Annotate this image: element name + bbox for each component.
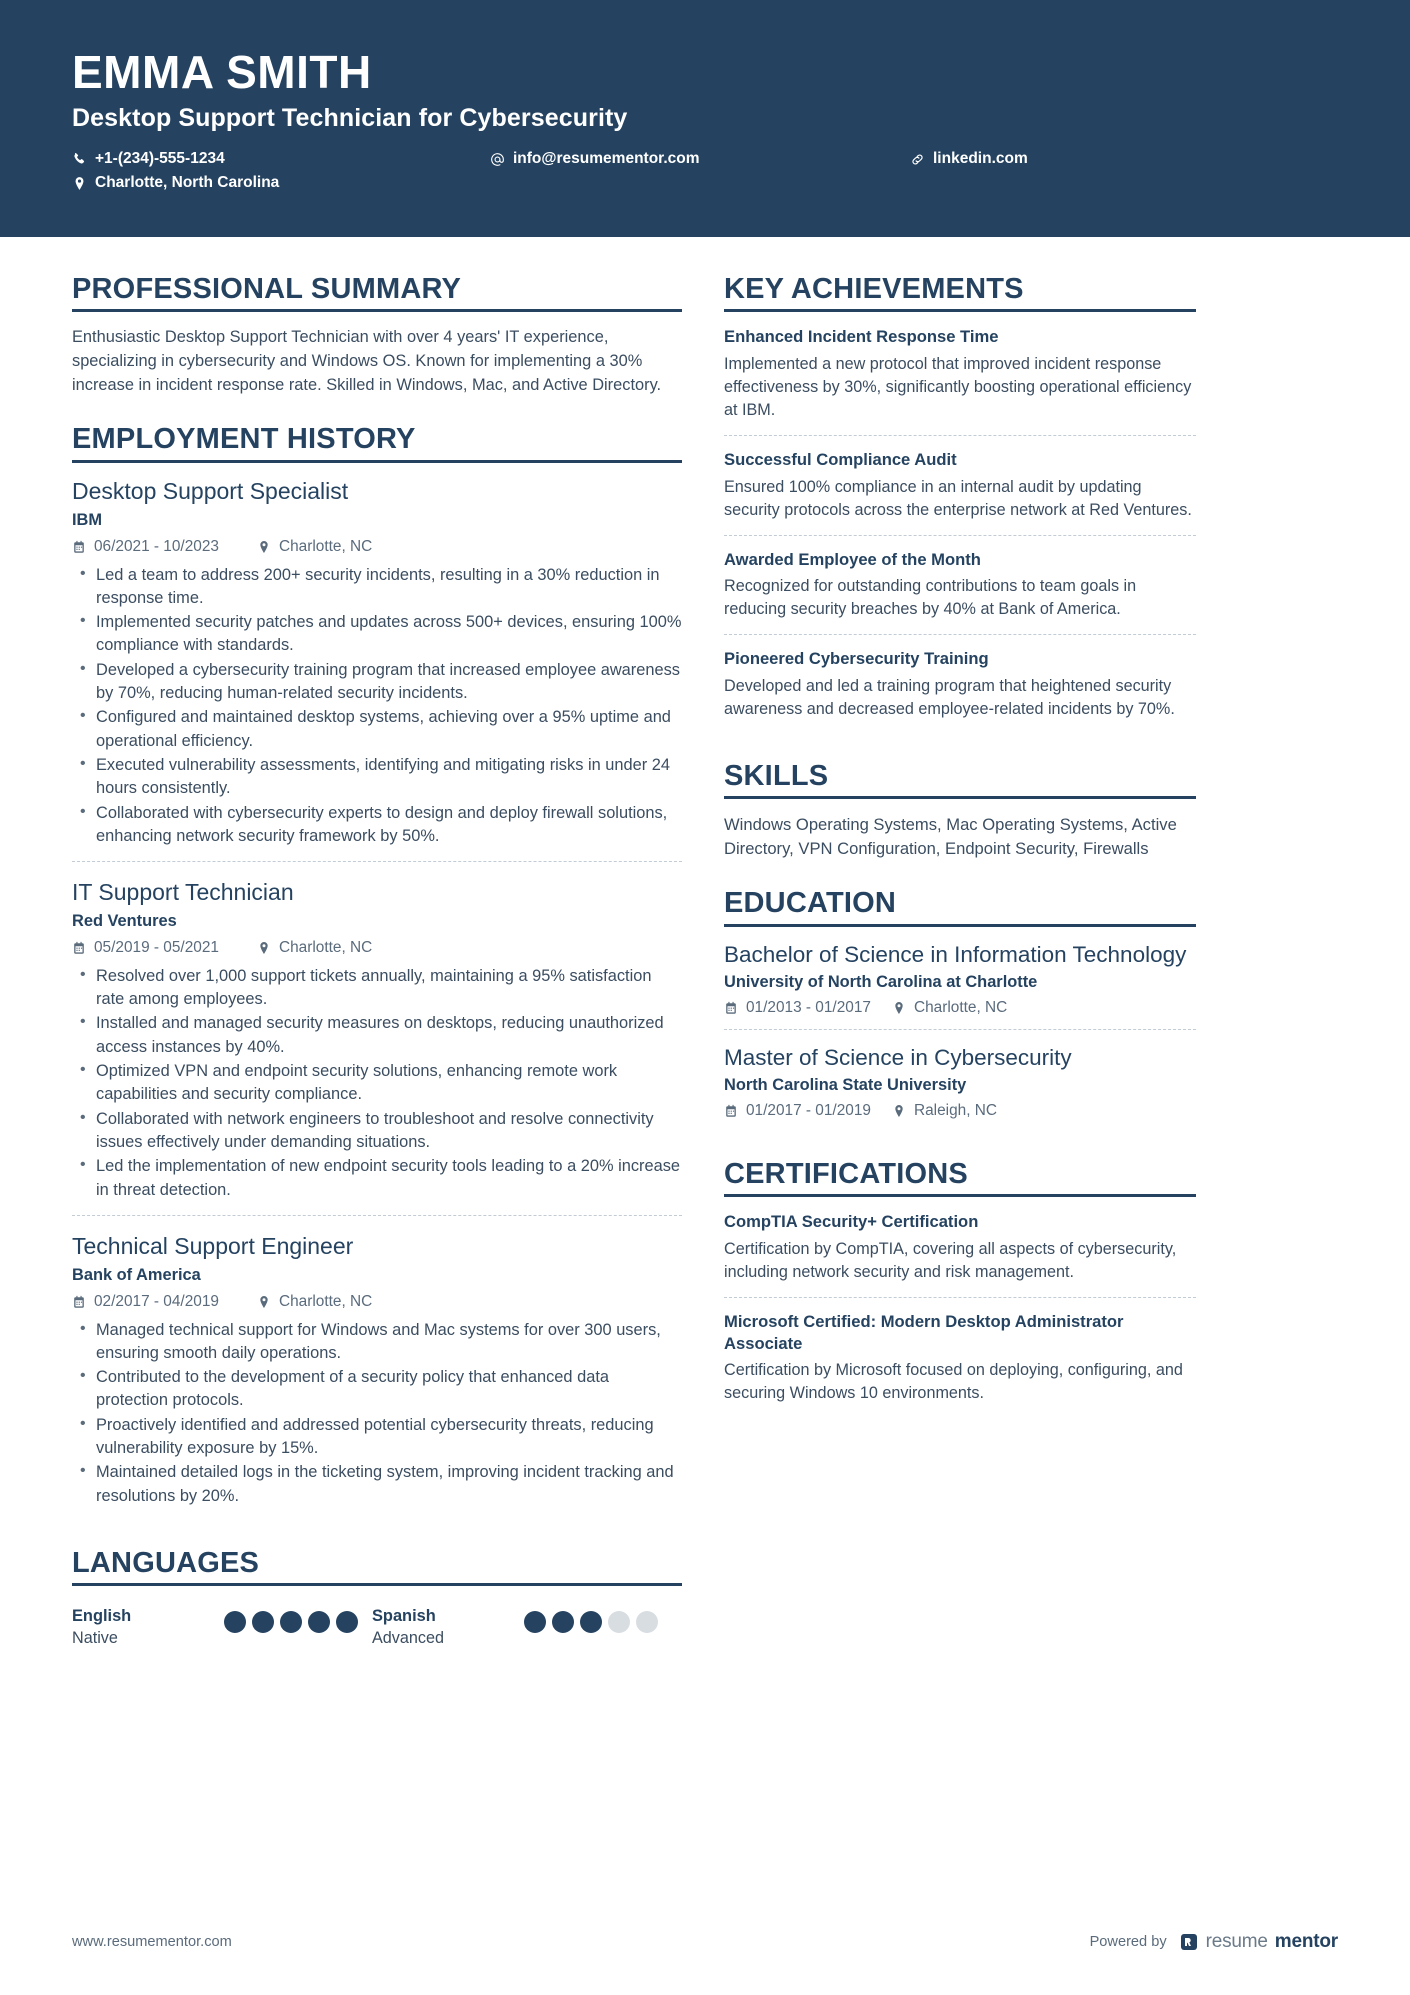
language-level-dot [552, 1611, 574, 1633]
resume-header [0, 0, 1410, 237]
achievements-list [724, 326, 1196, 733]
calendar-icon [72, 941, 86, 955]
employment-bullet: • Executed vulnerability assessments, identifying and mitigating risks in under 24 hours consistently. [72, 754, 682, 801]
section-divider [72, 309, 682, 312]
employment-bullet: • Collaborated with cybersecurity experts to design and deploy firewall solutions, enhancing network security framework by 50%. [72, 802, 682, 849]
footer-url[interactable]: www.resumementor.com [72, 1934, 232, 1950]
phone-icon [72, 152, 87, 167]
employment-bullets [72, 564, 682, 849]
education-meta [724, 999, 1196, 1017]
language-level-dot [580, 1611, 602, 1633]
section-divider [724, 924, 1196, 927]
language-level-dot [608, 1611, 630, 1633]
language-level-dot [252, 1611, 274, 1633]
contact-row-primary [72, 147, 1338, 171]
achievement-entry-title: Awarded Employee of the Month [724, 549, 981, 569]
employment-bullet: • Implemented security patches and updates across 500+ devices, ensuring 100% compliance with standards. [72, 611, 682, 658]
language-name: Spanish [372, 1607, 436, 1626]
achievement-entry [724, 535, 1196, 635]
resumementor-logo [1179, 1931, 1338, 1953]
education-list [724, 941, 1196, 1132]
section-certifications [724, 1158, 1196, 1418]
employment-dates: 05/2019 - 05/2021 [72, 939, 257, 957]
footer-branding [1090, 1931, 1338, 1953]
employment-bullet: • Resolved over 1,000 support tickets annually, maintaining a 95% satisfaction rate among employees. [72, 965, 682, 1012]
employment-location: Charlotte, NC [257, 1293, 372, 1311]
certification-entry-description: Certification by CompTIA, covering all aspects of cybersecurity, including network security and risk management. [724, 1240, 1177, 1282]
achievement-entry-description: Developed and led a training program that heightened security awareness and decreased employee-related incidents by 70%. [724, 676, 1175, 718]
language-rating [224, 1606, 358, 1633]
employment-location: Charlotte, NC [257, 939, 372, 957]
employment-bullet: • Optimized VPN and endpoint security solutions, enhancing remote work capabilities and security compliance. [72, 1060, 682, 1107]
education-dates: 01/2017 - 01/2019 [724, 1102, 892, 1120]
language-item [372, 1606, 672, 1648]
certification-entry [724, 1211, 1196, 1297]
section-divider [72, 1583, 682, 1586]
employment-bullets [72, 965, 682, 1202]
calendar-icon [724, 1001, 738, 1015]
section-languages [72, 1547, 682, 1649]
language-level: Advanced [372, 1628, 444, 1647]
language-rating [524, 1606, 658, 1633]
certification-entry [724, 1297, 1196, 1418]
employment-company: Bank of America [72, 1265, 201, 1284]
education-school: University of North Carolina at Charlotte [724, 972, 1038, 991]
achievement-entry-title: Successful Compliance Audit [724, 450, 957, 470]
language-level-dot [636, 1611, 658, 1633]
skills-text: Windows Operating Systems, Mac Operating Systems, Active Directory, VPN Configuration, Endpoint Security, Firewalls [724, 815, 1177, 859]
right-column [724, 237, 1196, 1675]
contact-linkedin[interactable] [910, 147, 1028, 171]
language-level-dot [280, 1611, 302, 1633]
employment-bullet: • Contributed to the development of a security policy that enhanced data protection protocols. [72, 1366, 682, 1413]
employment-dates: 02/2017 - 04/2019 [72, 1293, 257, 1311]
employment-meta [72, 1293, 682, 1311]
section-title-languages: LANGUAGES [72, 1546, 260, 1579]
contact-location [72, 171, 490, 195]
education-location: Raleigh, NC [892, 1102, 997, 1120]
candidate-job-title: Desktop Support Technician for Cybersecurity [72, 104, 628, 133]
language-level-dot [308, 1611, 330, 1633]
language-level-dot [336, 1611, 358, 1633]
education-degree: Master of Science in Cybersecurity [724, 1044, 1072, 1070]
achievement-entry-description: Ensured 100% compliance in an internal audit by updating security protocols across the enterprise network at Red Ventures. [724, 477, 1192, 519]
section-divider [724, 1194, 1196, 1197]
calendar-icon [72, 1295, 86, 1309]
powered-by-label: Powered by [1089, 1934, 1167, 1950]
employment-role: Desktop Support Specialist [72, 477, 349, 504]
section-professional-summary [72, 273, 682, 397]
resume-body [0, 237, 1410, 1675]
achievement-entry [724, 435, 1196, 535]
section-skills [724, 760, 1196, 862]
employment-list [72, 477, 682, 1521]
map-pin-icon [892, 1104, 906, 1118]
employment-bullet: • Installed and managed security measures on desktops, reducing unauthorized access instances by 40%. [72, 1012, 682, 1059]
section-employment-history [72, 423, 682, 1521]
employment-company: Red Ventures [72, 911, 177, 930]
section-title-employment: EMPLOYMENT HISTORY [72, 423, 416, 456]
employment-location: Charlotte, NC [257, 538, 372, 556]
certification-entry-title: Microsoft Certified: Modern Desktop Administrator Associate [724, 1312, 1124, 1353]
section-key-achievements [724, 273, 1196, 734]
employment-bullet: • Proactively identified and addressed potential cybersecurity threats, reducing vulnerability exposure by 15%. [72, 1414, 682, 1461]
contact-phone-text: +1-(234)-555-1234 [95, 150, 225, 168]
certifications-list [724, 1211, 1196, 1418]
map-pin-icon [892, 1001, 906, 1015]
brand-name-second: mentor [1274, 1931, 1338, 1952]
education-entry [724, 941, 1196, 1029]
education-location: Charlotte, NC [892, 999, 1007, 1017]
map-pin-icon [72, 176, 87, 191]
employment-meta [72, 538, 682, 556]
education-entry [724, 1029, 1196, 1132]
education-meta [724, 1102, 1196, 1120]
language-level-dot [524, 1611, 546, 1633]
employment-entry [72, 861, 682, 1215]
language-level: Native [72, 1628, 118, 1647]
section-title-skills: SKILLS [724, 759, 829, 792]
contact-email[interactable] [490, 147, 910, 171]
calendar-icon [72, 540, 86, 554]
employment-bullet: • Led the implementation of new endpoint security tools leading to a 20% increase in threat detection. [72, 1155, 682, 1202]
certification-entry-title: CompTIA Security+ Certification [724, 1212, 979, 1232]
section-divider [72, 460, 682, 463]
employment-bullet: • Maintained detailed logs in the ticketing system, improving incident tracking and resolutions by 20%. [72, 1461, 682, 1508]
section-divider [724, 796, 1196, 799]
contact-location-text: Charlotte, North Carolina [95, 174, 280, 192]
achievement-entry-description: Recognized for outstanding contributions to team goals in reducing security breaches by 40% at Bank of America. [724, 577, 1137, 619]
languages-list [72, 1600, 682, 1648]
employment-bullets [72, 1319, 682, 1508]
employment-bullet: • Managed technical support for Windows and Mac systems for over 300 users, ensuring smooth daily operations. [72, 1319, 682, 1366]
at-sign-icon [490, 152, 505, 167]
employment-bullet: • Configured and maintained desktop systems, achieving over a 95% uptime and operational efficiency. [72, 706, 682, 753]
employment-entry [72, 1215, 682, 1521]
map-pin-icon [257, 941, 271, 955]
calendar-icon [724, 1104, 738, 1118]
summary-text: Enthusiastic Desktop Support Technician with over 4 years' IT experience, specializing in cybersecurity and Windows OS. Known for implementing a 30% increase in incident response rate. Skilled in Windows, Mac, and Active Directory. [72, 328, 662, 394]
employment-role: Technical Support Engineer [72, 1232, 354, 1259]
section-title-achievements: KEY ACHIEVEMENTS [724, 273, 1024, 305]
language-item [72, 1606, 372, 1648]
candidate-name: EMMA SMITH [72, 46, 372, 98]
certification-entry-description: Certification by Microsoft focused on deploying, configuring, and securing Windows 10 environments. [724, 1361, 1183, 1403]
employment-entry [72, 477, 682, 861]
education-school: North Carolina State University [724, 1076, 967, 1094]
contact-email-text: info@resumementor.com [513, 150, 700, 168]
resumementor-mark-icon [1179, 1932, 1199, 1952]
achievement-entry-title: Enhanced Incident Response Time [724, 327, 999, 347]
employment-meta [72, 939, 682, 957]
achievement-entry-title: Pioneered Cybersecurity Training [724, 649, 989, 669]
employment-bullet: • Developed a cybersecurity training program that increased employee awareness by 70%, reducing human-related security incidents. [72, 659, 682, 706]
employment-dates: 06/2021 - 10/2023 [72, 538, 257, 556]
achievement-entry [724, 326, 1196, 435]
link-icon [910, 152, 925, 167]
language-labels [72, 1606, 224, 1648]
map-pin-icon [257, 1295, 271, 1309]
employment-role: IT Support Technician [72, 879, 294, 906]
employment-bullet: • Collaborated with network engineers to troubleshoot and resolve connectivity issues effectively under demanding situations. [72, 1108, 682, 1155]
brand-name-first: resume [1205, 1931, 1268, 1952]
map-pin-icon [257, 540, 271, 554]
section-divider [724, 309, 1196, 312]
language-name: English [72, 1607, 132, 1626]
education-degree: Bachelor of Science in Information Technology [724, 941, 1187, 967]
section-title-education: EDUCATION [724, 887, 897, 920]
language-level-dot [224, 1611, 246, 1633]
left-column [72, 237, 682, 1675]
contact-phone[interactable] [72, 147, 490, 171]
language-labels [372, 1606, 524, 1648]
achievement-entry-description: Implemented a new protocol that improved incident response effectiveness by 30%, significantly boosting operational efficiency at IBM. [724, 355, 1192, 420]
employment-company: IBM [72, 510, 103, 529]
section-title-summary: PROFESSIONAL SUMMARY [72, 273, 462, 305]
section-title-certifications: CERTIFICATIONS [724, 1158, 968, 1190]
employment-bullet: • Led a team to address 200+ security incidents, resulting in a 30% reduction in response time. [72, 564, 682, 611]
education-dates: 01/2013 - 01/2017 [724, 999, 892, 1017]
contact-linkedin-text: linkedin.com [933, 150, 1028, 168]
resume-footer [72, 1931, 1338, 1953]
achievement-entry [724, 634, 1196, 734]
contact-row-secondary [72, 171, 1338, 195]
section-education [724, 887, 1196, 1132]
